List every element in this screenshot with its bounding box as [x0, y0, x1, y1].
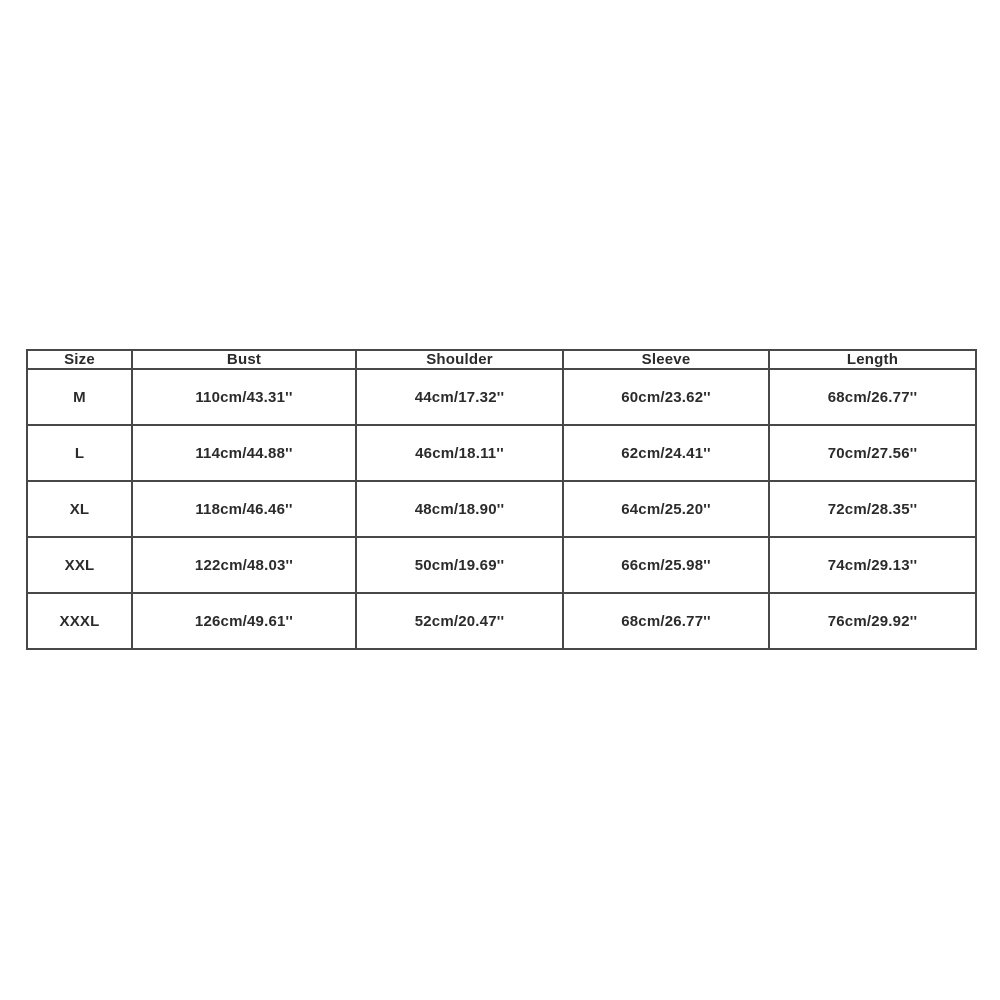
table-header-row [27, 350, 976, 369]
table-body [27, 369, 976, 649]
table-row [27, 593, 976, 649]
measurement-cell: 44cm/17.32'' [356, 369, 563, 425]
size-chart-table [26, 349, 977, 650]
size-label-cell: XXXL [27, 593, 132, 649]
measurement-cell: 66cm/25.98'' [563, 537, 769, 593]
measurement-cell: 70cm/27.56'' [769, 425, 976, 481]
measurement-cell: 72cm/28.35'' [769, 481, 976, 537]
measurement-cell: 110cm/43.31'' [132, 369, 356, 425]
table-row [27, 537, 976, 593]
size-label-cell: XL [27, 481, 132, 537]
measurement-cell: 68cm/26.77'' [769, 369, 976, 425]
measurement-cell: 50cm/19.69'' [356, 537, 563, 593]
size-label-cell: M [27, 369, 132, 425]
measurement-cell: 64cm/25.20'' [563, 481, 769, 537]
table-row [27, 481, 976, 537]
column-header-length: Length [769, 350, 976, 369]
measurement-cell: 68cm/26.77'' [563, 593, 769, 649]
table-row [27, 369, 976, 425]
column-header-bust: Bust [132, 350, 356, 369]
measurement-cell: 48cm/18.90'' [356, 481, 563, 537]
measurement-cell: 74cm/29.13'' [769, 537, 976, 593]
measurement-cell: 118cm/46.46'' [132, 481, 356, 537]
table-row [27, 425, 976, 481]
measurement-cell: 52cm/20.47'' [356, 593, 563, 649]
size-chart-container [26, 349, 975, 650]
size-label-cell: XXL [27, 537, 132, 593]
measurement-cell: 60cm/23.62'' [563, 369, 769, 425]
measurement-cell: 62cm/24.41'' [563, 425, 769, 481]
measurement-cell: 76cm/29.92'' [769, 593, 976, 649]
measurement-cell: 114cm/44.88'' [132, 425, 356, 481]
measurement-cell: 126cm/49.61'' [132, 593, 356, 649]
measurement-cell: 46cm/18.11'' [356, 425, 563, 481]
column-header-shoulder: Shoulder [356, 350, 563, 369]
measurement-cell: 122cm/48.03'' [132, 537, 356, 593]
column-header-sleeve: Sleeve [563, 350, 769, 369]
column-header-size: Size [27, 350, 132, 369]
size-label-cell: L [27, 425, 132, 481]
